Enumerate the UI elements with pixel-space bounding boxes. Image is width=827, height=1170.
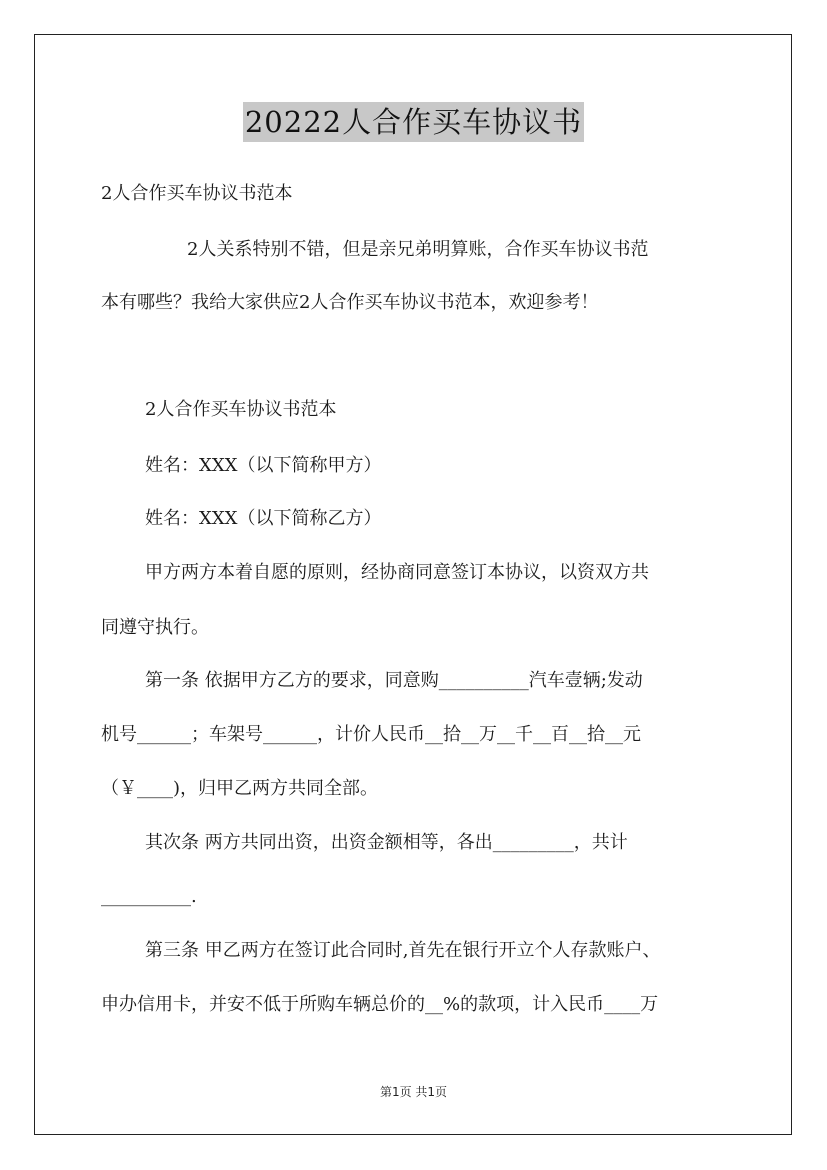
- article-line: 第一条 依据甲方乙方的要求，同意购__________汽车壹辆;发动: [145, 670, 643, 691]
- article-line: 其次条 两方共同出资，出资金额相等，各出_________，共计: [145, 832, 628, 853]
- article-line: 机号______；车架号______，计价人民币__拾__万__千__百__拾__元: [101, 724, 641, 745]
- subtitle-line: 2人合作买车协议书范本: [101, 183, 293, 204]
- article-line: 第三条 甲乙两方在签订此合同时,首先在银行开立个人存款账户、: [145, 940, 661, 961]
- article-line: 申办信用卡，并安不低于所购车辆总价的__%的款项，计入民币____万: [101, 994, 659, 1015]
- page-number: 第1页 共1页: [379, 1085, 448, 1099]
- title-container: [0, 102, 827, 142]
- document-title: 20222人合作买车协议书: [243, 102, 584, 142]
- article-line: （￥____)，归甲乙两方共同全部。: [101, 778, 379, 799]
- party-a-line: 姓名：XXX（以下简称甲方）: [145, 455, 382, 476]
- paragraph-line: 甲方两方本着自愿的原则，经协商同意签订本协议，以资双方共: [145, 562, 649, 583]
- paragraph-line: 同遵守执行。: [101, 617, 209, 638]
- article-line: __________.: [101, 886, 197, 907]
- party-b-line: 姓名：XXX（以下简称乙方）: [145, 508, 382, 529]
- paragraph-line: 2人关系特别不错，但是亲兄弟明算账，合作买车协议书范: [187, 239, 649, 260]
- paragraph-line: 本有哪些？我给大家供应2人合作买车协议书范本，欢迎参考！: [101, 292, 599, 313]
- section-heading: 2人合作买车协议书范本: [145, 399, 337, 420]
